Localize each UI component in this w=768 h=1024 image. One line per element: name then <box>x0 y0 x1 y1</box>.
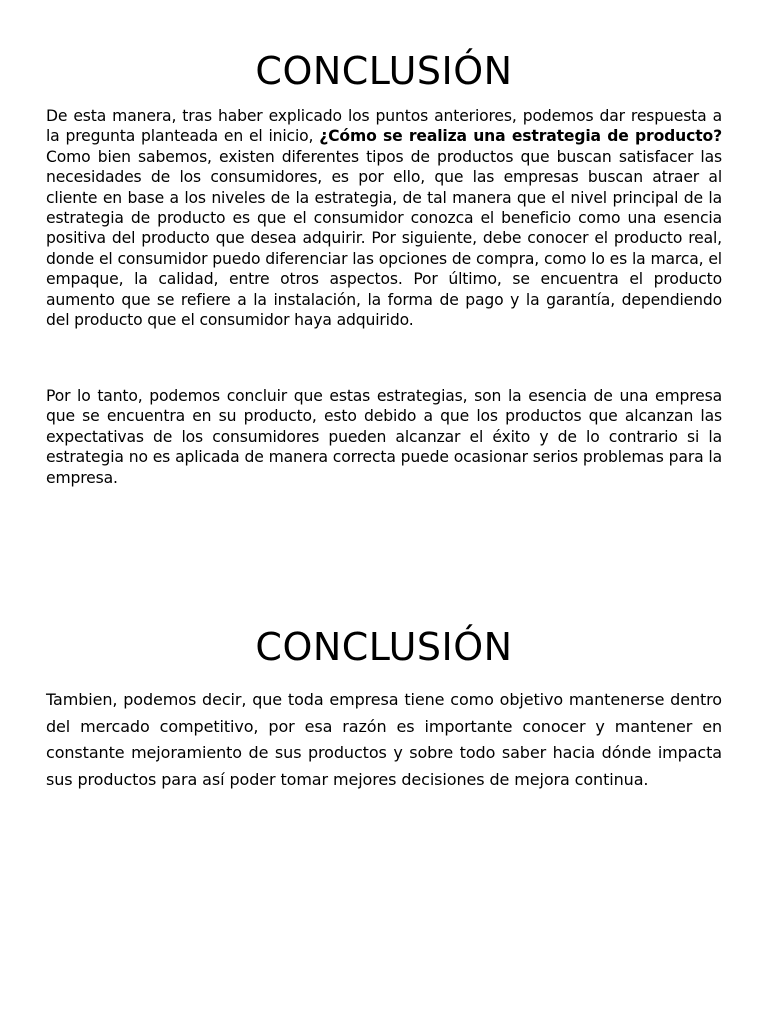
slide-2 <box>0 512 768 1024</box>
slide-1-paragraph-2: Por lo tanto, podemos concluir que estas estrategias, son la esencia de una empresa que se encuentra en su producto, esto debido a que los productos que alcanzan las expectativas de los consumidores pueden alcanzar el éxito y de lo contrario si la estrategia no es aplicada de manera correcta puede ocasionar serios problemas para la empresa. <box>46 387 722 487</box>
slide-1-title: CONCLUSIÓN <box>255 49 513 93</box>
slide-2-paragraph-1: Tambien, podemos decir, que toda empresa tiene como objetivo mantenerse dentro del mercado competitivo, por esa razón es importante conocer y mantener en constante mejoramiento de sus productos y sobre todo saber hacia dónde impacta sus productos para así poder tomar mejores decisiones de mejora continua. <box>46 690 722 789</box>
paragraph-1-bold-question: ¿Cómo se realiza una estrategia de producto? <box>319 127 722 146</box>
paragraph-1-text-start: De esta manera, tras haber explicado los puntos anteriores, podemos dar respuesta a la pregunta planteada en el inicio, <box>46 107 722 146</box>
slide-2-title: CONCLUSIÓN <box>255 625 513 669</box>
paragraph-1-text-end: Como bien sabemos, existen diferentes tipos de productos que buscan satisfacer las necesidades de los consumidores, es por ello, que las empresas buscan atraer al cliente en base a los niveles de la estrategia, de tal manera que el nivel principal de la estrategia de producto es que el consumidor conozca el beneficio como una esencia positiva del producto que desea adquirir. Por siguiente, debe conocer el producto real, donde el consumidor puedo diferenciar las opciones de compra, como lo es la marca, el empaque, la calidad, entre otros aspectos. Por último, se encuentra el producto aumento que se refiere a la instalación, la forma de pago y la garantía, dependiendo del producto que el consumidor haya adquirido. <box>46 147 722 330</box>
slide-1-paragraph-1 <box>46 106 722 330</box>
